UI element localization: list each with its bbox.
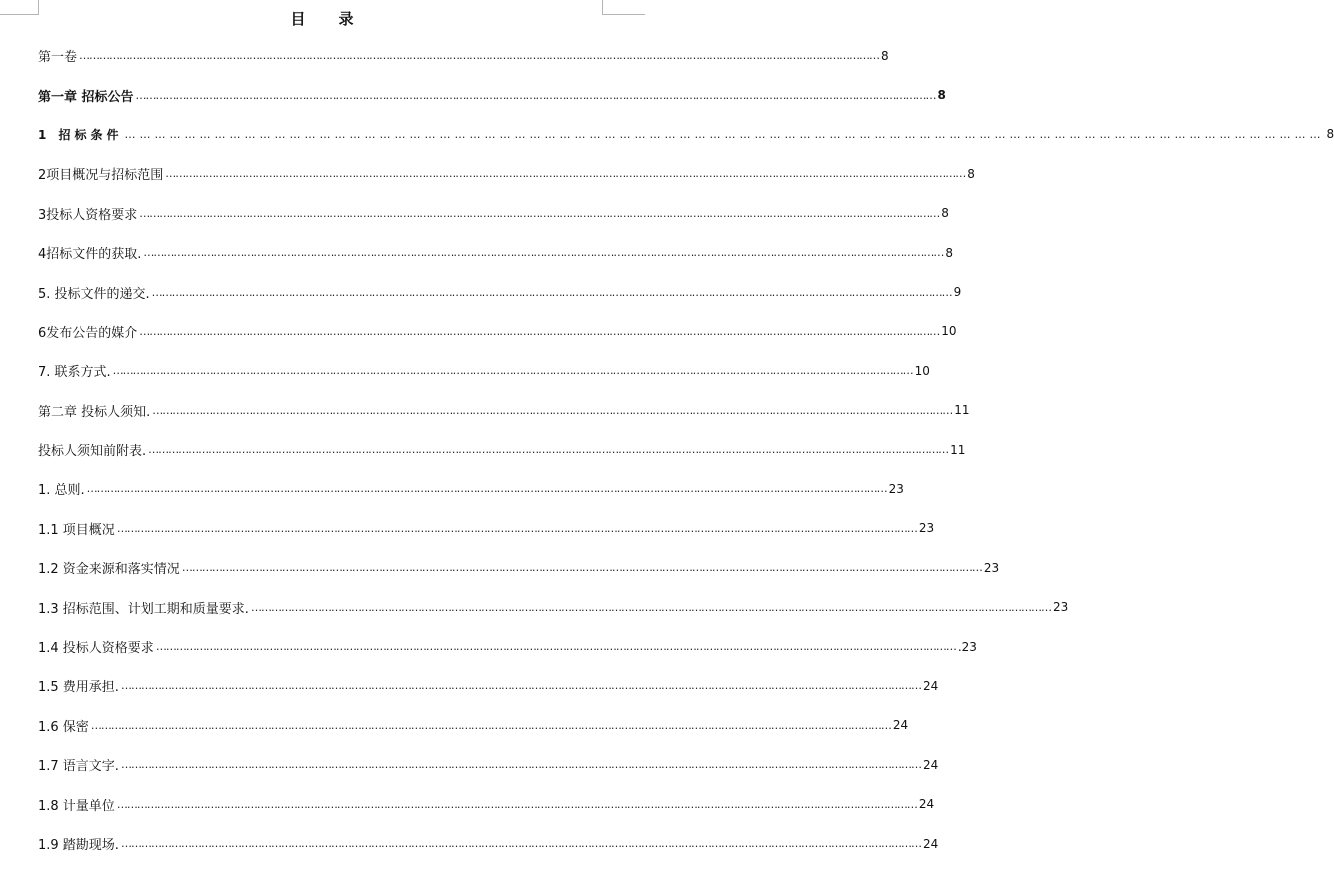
toc-leader-dots: …………………………………………………………………………………………………………………………………………………………………………………………………………………… [148, 443, 949, 457]
toc-entry-title: 第二章 投标人须知. [38, 404, 151, 420]
toc-title-left: 目 [290, 10, 307, 28]
toc-entry-title: 2项目概况与招标范围 [38, 168, 164, 184]
toc-leader-dots: …………………………………………………………………………………………………………………………………………………………………………………………………………………… [116, 521, 917, 535]
toc-entry-page: 8 [941, 206, 949, 221]
toc-leader-dots: …………………………………………………………………………………………………………………………………………………………………………………………………………………… [86, 482, 887, 496]
toc-entry-page: 8 [945, 245, 954, 260]
toc-entry-page: 8 [881, 48, 889, 63]
toc-entry-page: 23 [983, 560, 1000, 575]
toc-entry-page: .23 [957, 639, 977, 654]
toc-entry-title: 1. 总则. [38, 483, 85, 499]
toc-entry-page: 10 [941, 324, 957, 339]
table-of-contents [38, 36, 1334, 863]
toc-leader-dots: …………………………………………………………………………………………………………………………………………………………………………………………………………………… [152, 403, 953, 417]
toc-entry[interactable] [38, 36, 889, 75]
toc-entry-title: 1 招标条件 [38, 127, 123, 142]
toc-entry[interactable] [38, 784, 935, 823]
toc-entry[interactable] [38, 75, 946, 114]
toc-entry-page: 23 [1052, 600, 1069, 615]
toc-entry-title: 1.5 费用承担. [38, 680, 119, 696]
toc-entry-page: 11 [950, 442, 966, 457]
toc-entry-page: 9 [953, 285, 962, 300]
toc-entry[interactable] [38, 824, 939, 863]
toc-leader-dots: …………………………………………………………………………………………………………………………………………………………………………………………………………………… [120, 837, 921, 850]
toc-leader-dots: …………………………………………………………………………………………………………………………………………………………………………………………………………………… [112, 364, 913, 378]
toc-entry[interactable] [38, 233, 954, 272]
toc-entry-title: 1.2 资金来源和落实情况 [38, 562, 180, 578]
toc-entry-page: 10 [914, 363, 930, 378]
toc-leader-dots: …………………………………………………………………………………………………………………………………………………………………………………………………………………… [143, 246, 944, 260]
toc-entry-title: 6发布公告的媒介 [38, 325, 138, 341]
toc-entry-page: 24 [922, 757, 939, 772]
toc-entry[interactable] [38, 706, 909, 745]
toc-entry[interactable] [38, 469, 904, 508]
toc-entry[interactable] [38, 351, 930, 390]
toc-entry-page: 23 [918, 521, 935, 536]
toc-entry-page: 8 [1326, 127, 1334, 142]
toc-entry[interactable] [38, 666, 939, 705]
toc-entry-title: 1.4 投标人资格要求 [38, 641, 154, 657]
toc-entry[interactable] [38, 391, 970, 430]
toc-entry[interactable] [38, 115, 1334, 154]
toc-entry-title: 4招标文件的获取. [38, 247, 142, 263]
toc-entry-page: 24 [922, 836, 939, 851]
toc-leader-dots: …………………………………………………………………………………………………………………………………………………………………………………………………………………… [79, 49, 880, 63]
toc-leader-dots: …………………………………………………………………………………………………………………………………………………………………………………………………………………… [139, 324, 940, 338]
toc-entry[interactable] [38, 272, 962, 311]
toc-leader-dots: …………………………………………………………………………………………………………………………………………………………………………………………………………………… [250, 600, 1051, 614]
toc-entry-page: 11 [954, 403, 970, 418]
toc-entry-title: 第一章 招标公告 [38, 89, 134, 105]
toc-entry-page: 8 [967, 166, 975, 181]
toc-entry[interactable] [38, 548, 1000, 587]
toc-entry-page: 23 [888, 481, 904, 496]
toc-entry[interactable] [38, 745, 939, 784]
toc-entry-title: 1.1 项目概况 [38, 522, 115, 538]
toc-entry[interactable] [38, 430, 966, 469]
toc-entry-title: 5. 投标文件的递交. [38, 286, 150, 302]
toc-leader-dots: …………………………………………………………………………………………………………………………………………………………………………………………………………………… [120, 679, 921, 693]
toc-entry-title: 投标人须知前附表. [38, 444, 147, 460]
toc-entry-page: 24 [918, 797, 935, 812]
toc-leader-dots: …………………………………………………………………………………………………………………………………………………………………………………………………………………… [151, 285, 952, 299]
toc-entry[interactable] [38, 154, 975, 193]
toc-entry[interactable] [38, 509, 935, 548]
toc-entry[interactable] [38, 312, 957, 351]
toc-leader-dots: …………………………………………………………………………………………………………………………………………………………………………………………………………………… [181, 561, 982, 575]
toc-entry-page: 24 [922, 678, 939, 693]
toc-entry[interactable] [38, 194, 949, 233]
toc-leader-dots: …………………………………………………………………………………………………………………………………………………………………………………………………………………… [135, 88, 936, 102]
toc-entry-title: 1.6 保密 [38, 719, 89, 735]
toc-entry-title: 第一卷 [38, 50, 78, 66]
toc-entry-title: 7. 联系方式. [38, 365, 111, 381]
toc-leader-dots: …………………………………………………………………………………………………………………………………………………………………………………………………………………… [116, 797, 917, 811]
toc-entry-page: 24 [892, 718, 909, 733]
toc-leader-dots: …………………………………………………………………………………………………………………………………………………………………………………………………………………… [139, 206, 940, 220]
toc-entry-title: 1.8 计量单位 [38, 798, 115, 814]
toc-leader-dots: …………………………………………………………………………………………………………………………………………………………………………………………………………………… [124, 127, 1325, 141]
toc-leader-dots: …………………………………………………………………………………………………………………………………………………………………………………………………………………… [155, 640, 956, 654]
toc-leader-dots: …………………………………………………………………………………………………………………………………………………………………………………………………………………… [90, 718, 891, 732]
toc-entry-title: 1.3 招标范围、计划工期和质量要求. [38, 601, 249, 617]
toc-entry-page: 8 [937, 88, 946, 103]
toc-leader-dots: …………………………………………………………………………………………………………………………………………………………………………………………………………………… [165, 167, 966, 181]
toc-entry-title: 1.9 踏勘现场. [38, 838, 119, 853]
toc-entry-title: 3投标人资格要求 [38, 207, 138, 223]
toc-entry[interactable] [38, 587, 1069, 626]
toc-title [0, 8, 645, 29]
toc-leader-dots: …………………………………………………………………………………………………………………………………………………………………………………………………………………… [120, 758, 921, 772]
toc-title-right: 录 [338, 10, 355, 28]
toc-entry-title: 1.7 语言文字. [38, 759, 119, 775]
toc-entry[interactable] [38, 627, 977, 666]
